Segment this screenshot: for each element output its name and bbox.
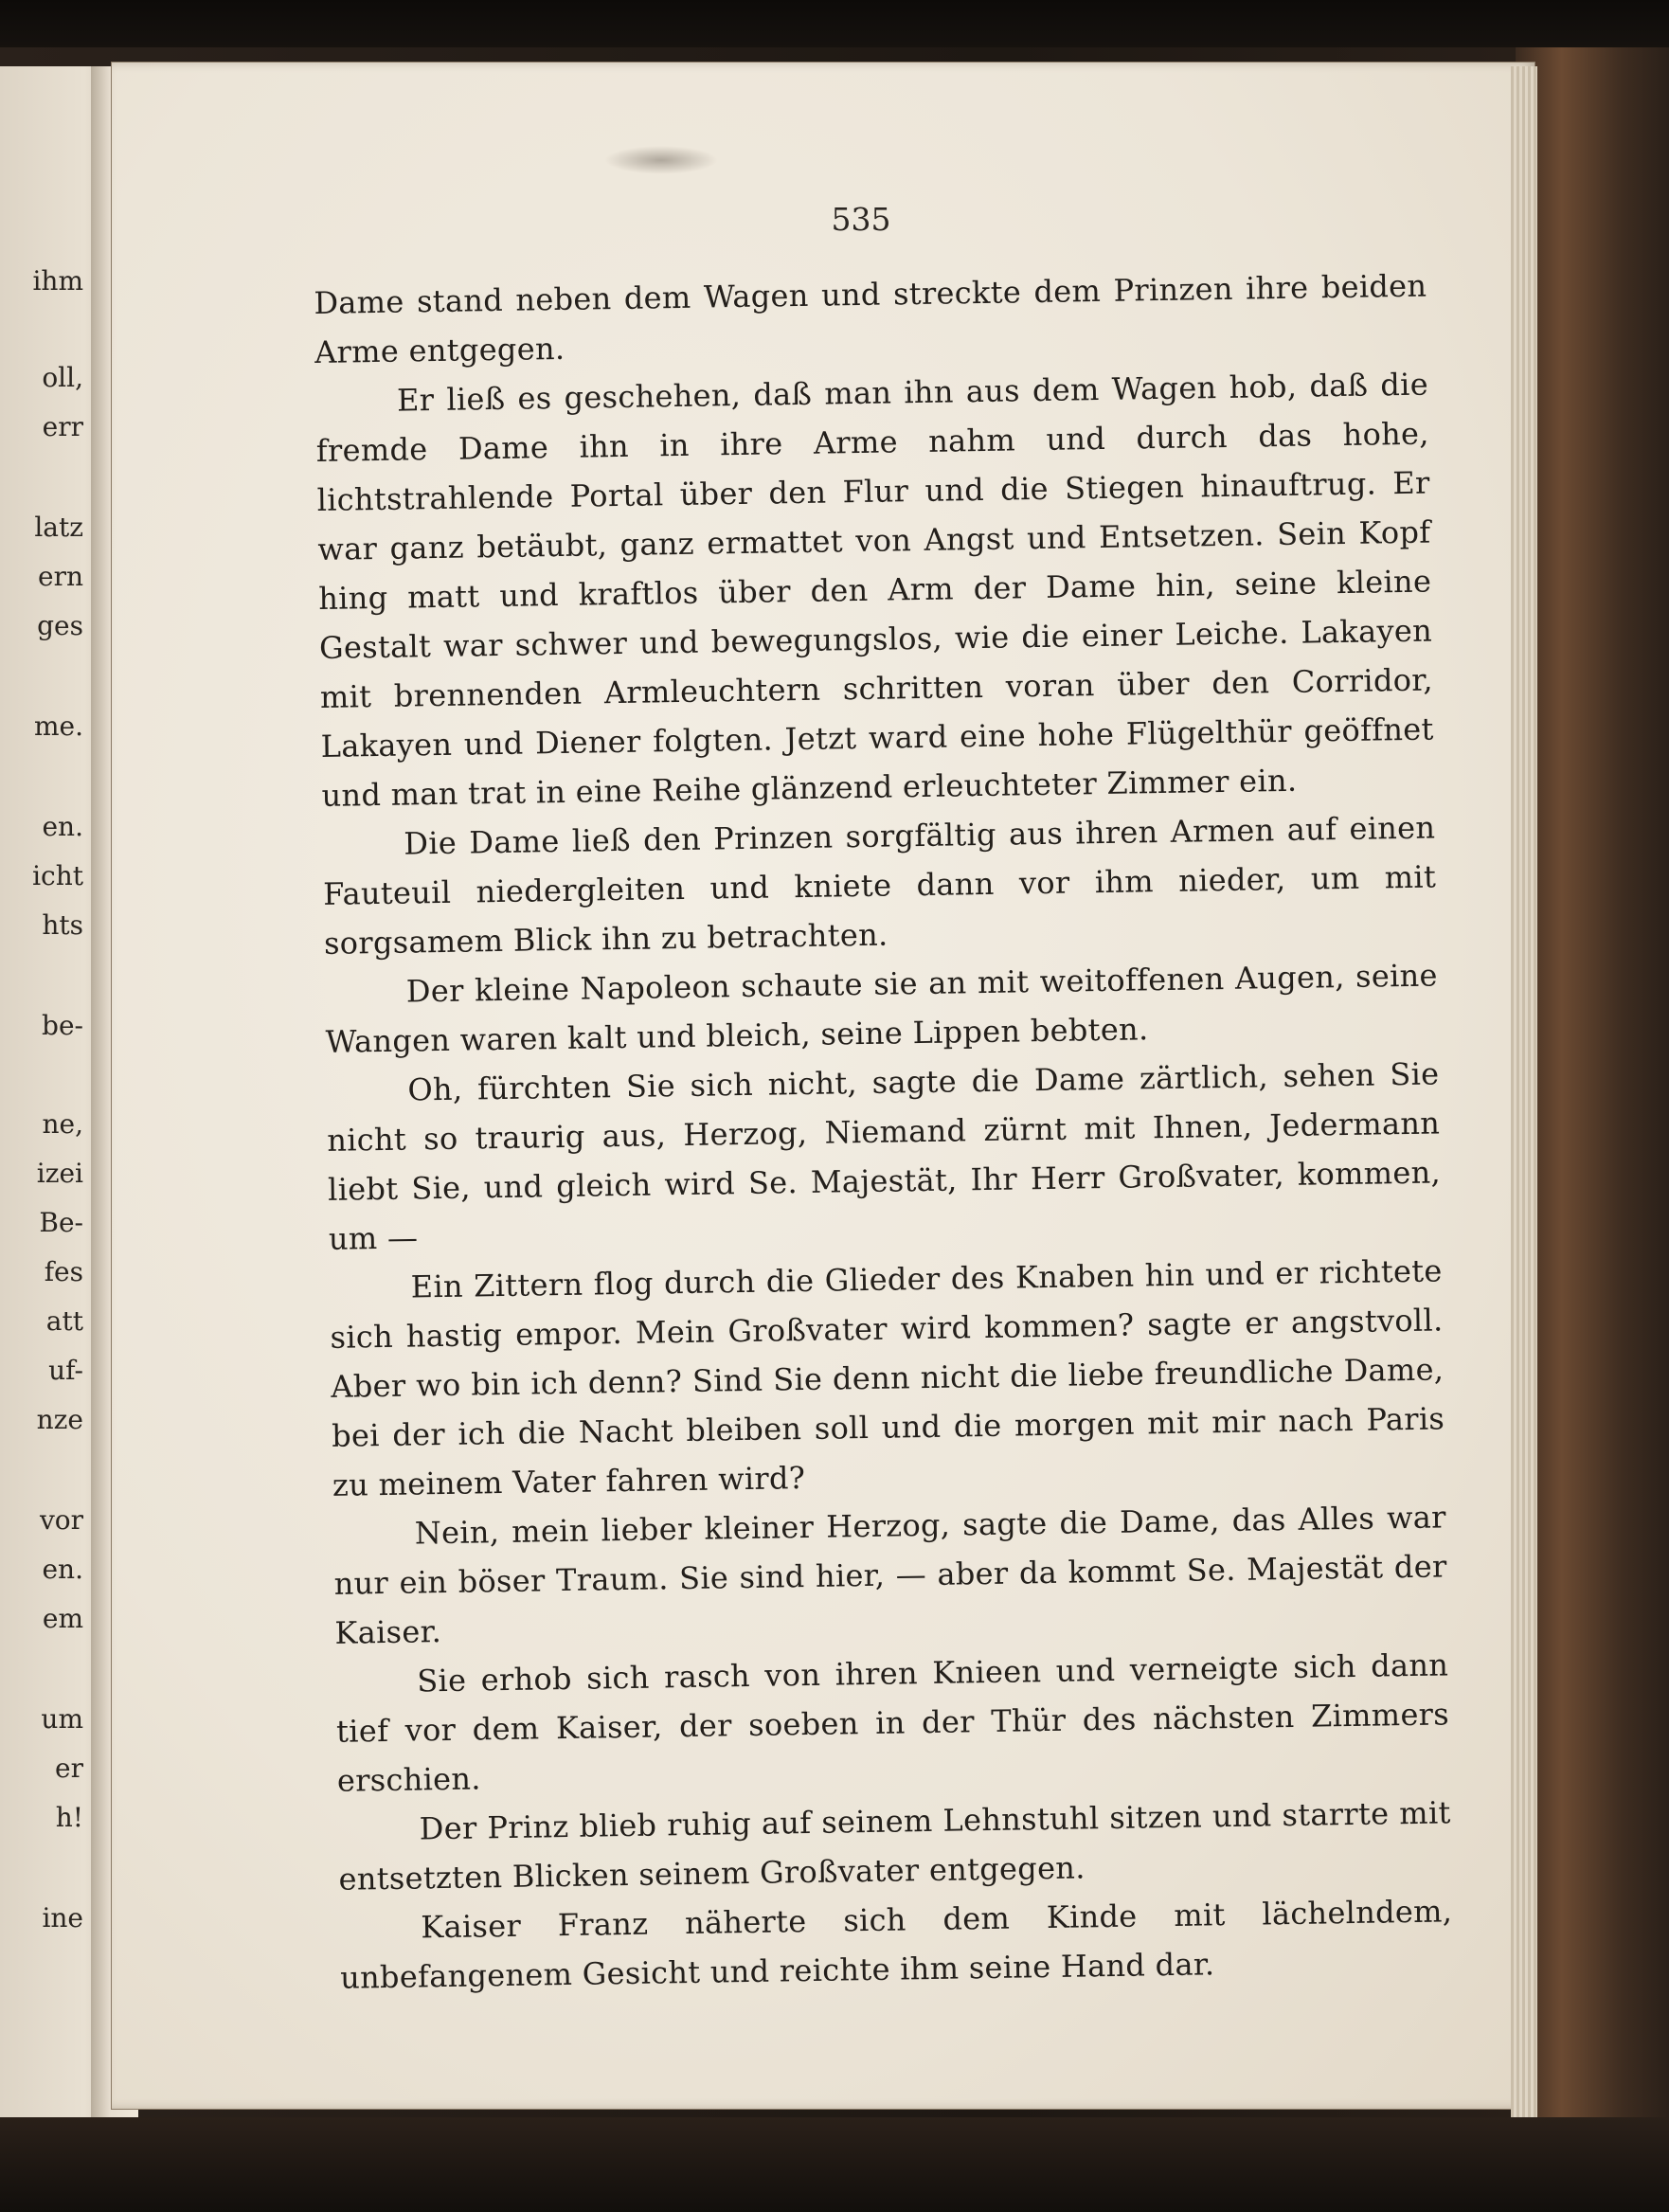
left-fragment: ges	[37, 610, 83, 641]
paragraph: Sie erhob sich rasch von ihren Knieen und verneigte sich dann tief vor dem Kaiser, der soeben in der Thür des nächsten Zimmers erschien.	[335, 1646, 1450, 1799]
left-fragment: ne,	[42, 1108, 83, 1140]
left-fragment: en.	[42, 1554, 83, 1585]
book-cover-edge	[1516, 47, 1669, 2131]
paragraph: Oh, fürchten Sie sich nicht, sagte die Dame zärtlich, sehen Sie nicht so traurig aus, Herzog, Niemand zürnt mit Ihnen, Jedermann liebt Sie, und gleich wird Se. Majestät, Ihr Herr Großvater, kommen, um —	[326, 1055, 1442, 1257]
paragraph: Der kleine Napoleon schaute sie an mit weitoffenen Augen, seine Wangen waren kalt und bleich, seine Lippen bebten.	[325, 957, 1438, 1060]
left-fragment: fes	[44, 1256, 83, 1287]
left-fragment: oll,	[42, 362, 83, 393]
bottom-shadow	[0, 2117, 1669, 2212]
left-fragment: ern	[38, 561, 83, 592]
left-fragment: nze	[36, 1404, 83, 1435]
paragraph: Dame stand neben dem Wagen und streckte dem Prinzen ihre beiden Arme entgegen.	[314, 267, 1427, 370]
page-stack-edge	[1511, 66, 1537, 2122]
left-fragment: um	[41, 1703, 83, 1735]
book-page	[112, 63, 1534, 2109]
left-fragment: me.	[33, 710, 83, 742]
left-fragment: icht	[32, 860, 83, 891]
page-number: 535	[831, 201, 891, 238]
left-fragment: izei	[36, 1158, 83, 1189]
paragraph: Ein Zittern flog durch die Glieder des Knaben hin und er richtete sich hastig empor. Mein Großvater wird kommen? sagte er angstvoll. Aber wo bin ich denn? Sind Sie denn nicht die liebe freundliche Dame, bei der ich die Nacht bleiben soll und die morgen mit mir nach Paris zu meinem Vater fahren wird?	[330, 1252, 1445, 1503]
left-fragment: err	[42, 411, 83, 442]
left-fragment: em	[42, 1603, 83, 1634]
left-fragment: ihm	[32, 265, 83, 297]
left-fragment: hts	[42, 909, 83, 941]
left-fragment: vor	[39, 1504, 83, 1536]
left-fragment: uf-	[48, 1355, 83, 1386]
left-fragment: er	[55, 1753, 83, 1784]
left-fragment: en.	[42, 811, 83, 842]
left-fragment: latz	[34, 512, 83, 543]
paragraph: Kaiser Franz näherte sich dem Kinde mit lächelndem, unbefangenem Gesicht und reichte ihm seine Hand dar.	[339, 1893, 1453, 1996]
left-fragment: Be-	[39, 1207, 83, 1238]
left-fragment: be-	[42, 1010, 83, 1041]
paragraph: Der Prinz blieb ruhig auf seinem Lehnstuhl sitzen und starrte mit entsetzten Blicken seinem Großvater entgegen.	[338, 1794, 1451, 1897]
paragraph: Er ließ es geschehen, daß man ihn aus dem Wagen hob, daß die fremde Dame ihn in ihre Arme nahm und durch das hohe, lichtstrahlende Portal über den Flur und die Stiegen hinauftrug. Er war ganz betäubt, ganz ermattet von Angst und Entsetzen. Sein Kopf hing matt und kraftlos über den Arm der Dame hin, seine kleine Gestalt war schwer und bewegungslos, wie die einer Leiche. Lakayen mit brennenden Armleuchtern schritten voran über den Corridor, Lakayen und Diener folgten. Jetzt ward eine hohe Flügelthür geöffnet und man trat in eine Reihe glänzend erleuchteter Zimmer ein.	[315, 366, 1434, 814]
left-fragment: h!	[55, 1802, 83, 1833]
paragraph: Nein, mein lieber kleiner Herzog, sagte die Dame, das Alles war nur ein böser Traum. Sie sind hier, — aber da kommt Se. Majestät der Kaiser.	[333, 1499, 1447, 1651]
page-body-text	[314, 261, 1453, 2003]
paragraph: Die Dame ließ den Prinzen sorgfältig aus ihren Armen auf einen Fauteuil niedergleiten und kniete dann vor ihm nieder, um mit sorgsamem Blick ihn zu betrachten.	[322, 809, 1437, 962]
left-fragment: ine	[42, 1902, 83, 1933]
left-fragment: att	[45, 1305, 83, 1337]
ink-smudge	[604, 146, 718, 174]
